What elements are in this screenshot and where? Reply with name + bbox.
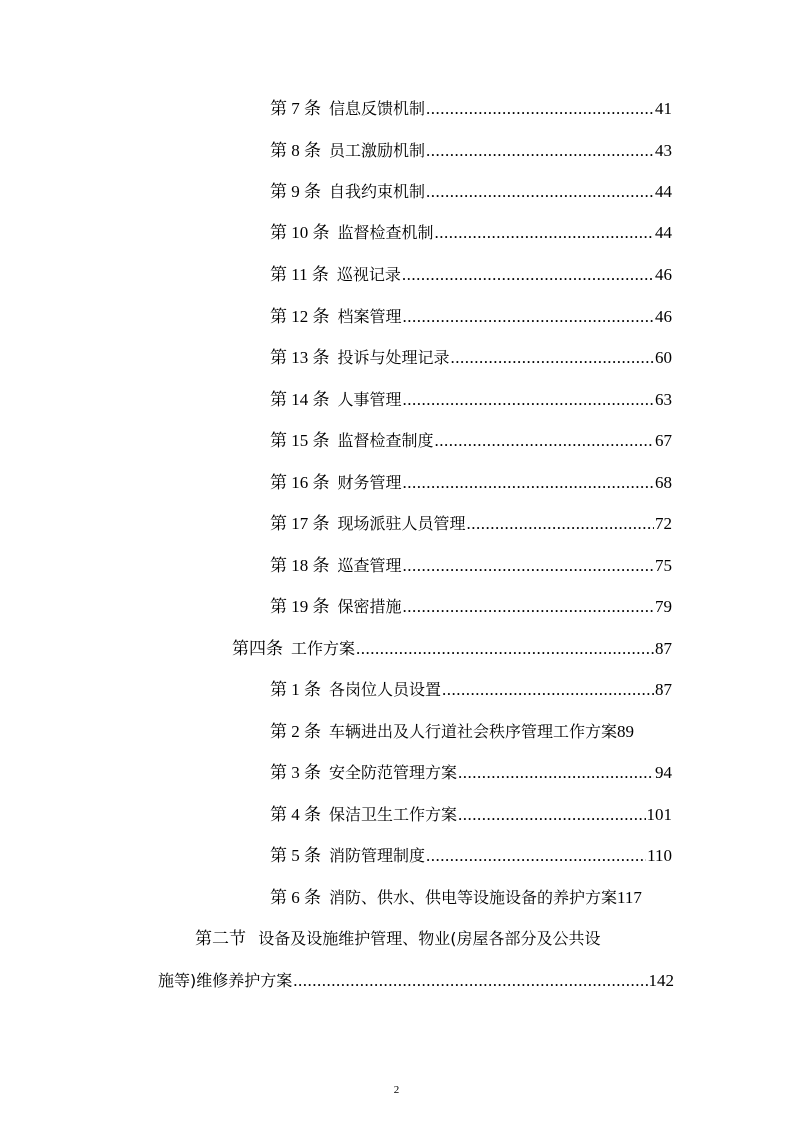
toc-entry-page: 60 [655,348,672,367]
toc-entry-label: 第 1 条 [270,680,321,699]
toc-entry-label: 第 19 条 [270,597,330,616]
footer-page-number: 2 [393,1084,400,1096]
toc-entry-label: 第二节 [195,929,246,948]
toc-leader-dots [458,804,645,826]
toc-entry-10[interactable] [270,222,672,244]
toc-entry-13[interactable] [270,347,672,369]
toc-entry-title: 信息反馈机制 [329,99,426,118]
toc-entry-6[interactable] [270,887,700,909]
toc-entry-label: 第 10 条 [270,223,330,242]
toc-entry-page: 142 [648,971,674,990]
toc-leader-dots [435,222,654,244]
toc-entry-title: 车辆进出及人行道社会秩序管理工作方案 [329,722,618,741]
toc-entry-page: 68 [655,473,672,492]
toc-leader-dots [442,679,654,701]
toc-leader-dots [426,98,654,120]
toc-entry-page: 89 [617,722,635,741]
toc-entry-7[interactable] [270,98,672,120]
toc-leader-dots [403,306,654,328]
toc-entry-title: 监督检查制度 [337,431,434,450]
toc-entry-page: 44 [655,223,672,242]
toc-entry-page: 72 [655,514,672,533]
toc-entry-14[interactable] [270,389,672,411]
toc-leader-dots [403,472,654,494]
toc-entry-label: 第 4 条 [270,805,321,824]
toc-entry-title: 设备及设施维护管理、物业(房屋各部分及公共设 [258,929,601,948]
toc-entry-12[interactable] [270,306,672,328]
toc-entry-title: 工作方案 [291,639,356,658]
toc-leader-dots [467,513,654,535]
toc-leader-dots [403,555,654,577]
toc-entry-title: 消防管理制度 [329,846,426,865]
toc-entry-page: 117 [617,888,642,907]
toc-entry-chapter-4[interactable] [232,638,672,660]
toc-entry-page: 46 [655,265,672,284]
toc-entry-label: 第 15 条 [270,431,330,450]
toc-entry-label: 第 18 条 [270,556,330,575]
toc-leader-dots [356,638,654,660]
toc-section-2-line1[interactable] [195,928,601,950]
toc-entry-title: 员工激励机制 [329,141,426,160]
toc-entry-page: 79 [655,597,672,616]
toc-entry-label: 第 2 条 [270,722,321,741]
toc-entry-page: 46 [655,307,672,326]
toc-entry-title: 巡查管理 [337,556,402,575]
toc-entry-title: 保密措施 [337,597,402,616]
toc-section-2-line2[interactable] [158,970,674,992]
toc-leader-dots [403,389,654,411]
toc-entry-page: 101 [646,805,672,824]
toc-entry-label: 第 11 条 [270,265,329,284]
toc-leader-dots [426,140,654,162]
toc-leader-dots [458,762,654,784]
toc-entry-17[interactable] [270,513,672,535]
toc-entry-11[interactable] [270,264,672,286]
toc-entry-title: 消防、供水、供电等设施设备的养护方案 [329,888,618,907]
toc-leader-dots [426,845,646,867]
toc-entry-title: 自我约束机制 [329,182,426,201]
toc-entry-label: 第 16 条 [270,473,330,492]
toc-entry-page: 63 [655,390,672,409]
toc-entry-title: 监督检查机制 [337,223,434,242]
toc-entry-label: 第 13 条 [270,348,330,367]
toc-entry-title: 投诉与处理记录 [337,348,450,367]
toc-entry-title: 保洁卫生工作方案 [329,805,458,824]
toc-entry-1[interactable] [270,679,672,701]
toc-entry-title: 档案管理 [337,307,402,326]
toc-entry-page: 44 [655,182,672,201]
toc-entry-label: 第 5 条 [270,846,321,865]
toc-entry-title: 施等)维修养护方案 [158,971,293,990]
toc-entry-label: 第 9 条 [270,182,321,201]
toc-entry-label: 第 7 条 [270,99,321,118]
toc-leader-dots [293,970,647,992]
toc-entry-title: 人事管理 [337,390,402,409]
toc-entry-label: 第四条 [232,639,283,658]
toc-entry-label: 第 17 条 [270,514,330,533]
toc-leader-dots [402,264,654,286]
toc-entry-9[interactable] [270,181,672,203]
toc-entry-page: 43 [655,141,672,160]
toc-leader-dots [451,347,654,369]
toc-entry-label: 第 3 条 [270,763,321,782]
toc-leader-dots [426,181,654,203]
toc-entry-title: 巡视记录 [336,265,401,284]
toc-entry-3[interactable] [270,762,672,784]
toc-entry-15[interactable] [270,430,672,452]
toc-entry-label: 第 6 条 [270,888,321,907]
toc-entry-page: 75 [655,556,672,575]
toc-entry-18[interactable] [270,555,672,577]
toc-entry-19[interactable] [270,596,672,618]
toc-entry-5[interactable] [270,845,672,867]
toc-entry-label: 第 8 条 [270,141,321,160]
toc-entry-title: 财务管理 [337,473,402,492]
toc-entry-page: 110 [647,846,672,865]
toc-entry-4[interactable] [270,804,672,826]
toc-entry-2[interactable] [270,721,700,743]
toc-entry-title: 现场派驻人员管理 [337,514,466,533]
toc-entry-16[interactable] [270,472,672,494]
toc-entry-8[interactable] [270,140,672,162]
toc-entry-page: 67 [655,431,672,450]
toc-leader-dots [403,596,654,618]
toc-entry-label: 第 14 条 [270,390,330,409]
toc-entry-page: 41 [655,99,672,118]
toc-entry-title: 安全防范管理方案 [329,763,458,782]
toc-entry-page: 87 [655,680,672,699]
toc-entry-label: 第 12 条 [270,307,330,326]
toc-entry-page: 94 [655,763,672,782]
toc-entry-title: 各岗位人员设置 [329,680,442,699]
toc-entry-page: 87 [655,639,672,658]
toc-leader-dots [435,430,654,452]
